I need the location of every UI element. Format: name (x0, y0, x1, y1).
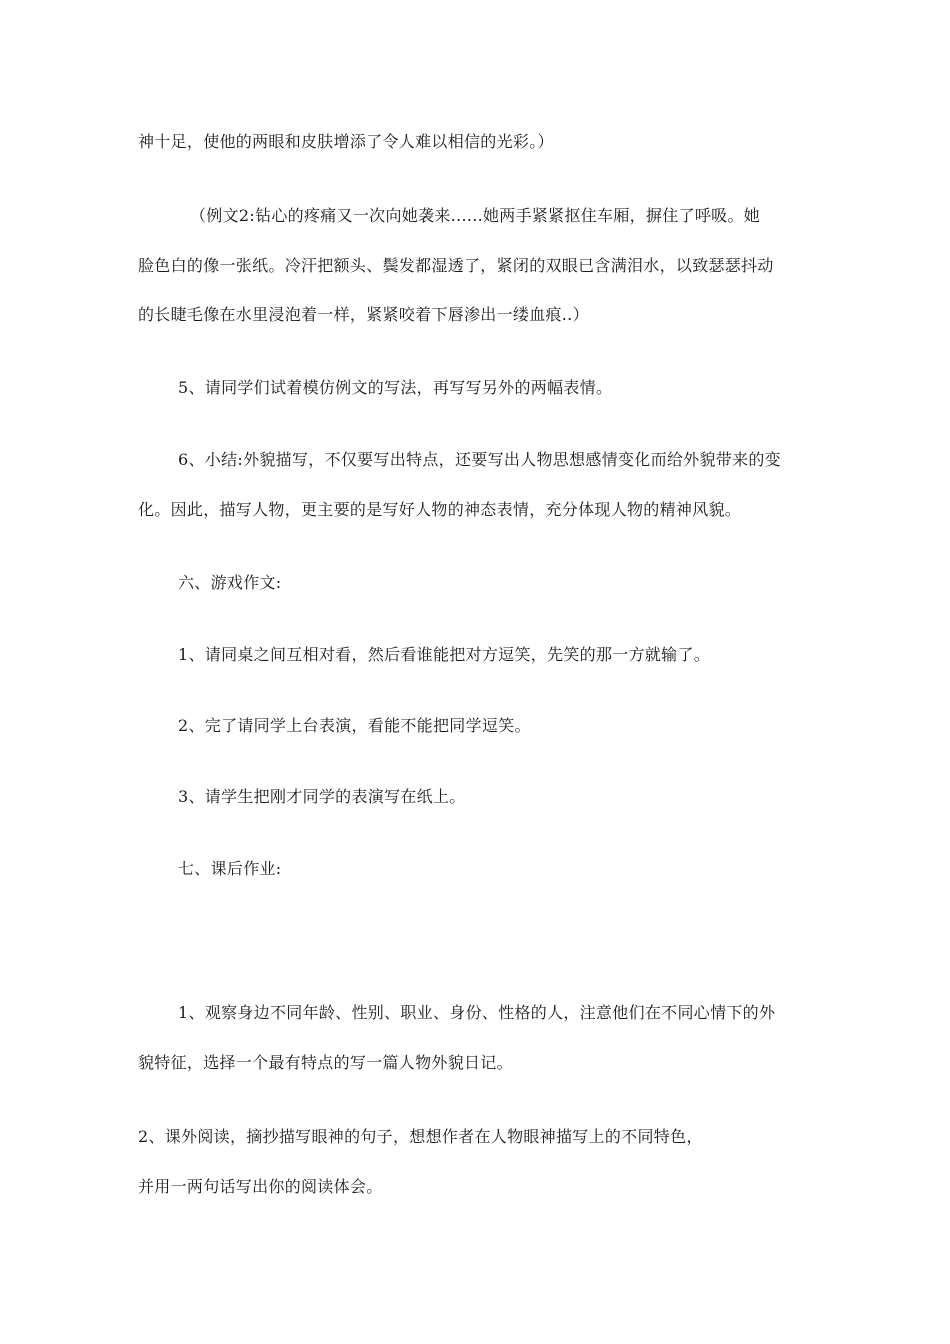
text-line-6: 6、小结:外貌描写，不仅要写出特点，还要写出人物思想感情变化而给外貌带来的变 (178, 450, 781, 469)
text-line-3: 脸色白的像一张纸。冷汗把额头、鬓发都湿透了，紧闭的双眼已含满泪水，以致瑟瑟抖动 (138, 256, 774, 275)
section-heading-6: 六、游戏作文: (178, 573, 282, 592)
text-line-15: 2、课外阅读，摘抄描写眼神的句子，想想作者在人物眼神描写上的不同特色， (138, 1127, 703, 1146)
text-line-16: 并用一两句话写出你的阅读体会。 (138, 1177, 383, 1196)
text-line-1: 神十足，使他的两眼和皮肤增添了令人难以相信的光彩。） (138, 132, 554, 151)
text-line-10: 2、完了请同学上台表演，看能不能把同学逗笑。 (178, 716, 531, 735)
text-line-5: 5、请同学们试着模仿例文的写法，再写写另外的两幅表情。 (178, 378, 613, 397)
text-line-11: 3、请学生把刚才同学的表演写在纸上。 (178, 787, 466, 806)
text-line-13: 1、观察身边不同年龄、性别、职业、身份、性格的人，注意他们在不同心情下的外 (178, 1003, 776, 1022)
text-line-2: （例文2:钻心的疼痛又一次向她袭来......她两手紧紧抠住车厢，摒住了呼吸。她 (190, 206, 761, 225)
text-line-7: 化。因此，描写人物，更主要的是写好人物的神态表情，充分体现人物的精神风貌。 (138, 500, 742, 519)
text-line-9: 1、请同桌之间互相对看，然后看谁能把对方逗笑，先笑的那一方就输了。 (178, 645, 711, 664)
text-line-4: 的长睫毛像在水里浸泡着一样，紧紧咬着下唇渗出一缕血痕..） (138, 305, 589, 324)
section-heading-7: 七、课后作业: (178, 859, 282, 878)
text-line-14: 貌特征，选择一个最有特点的写一篇人物外貌日记。 (138, 1053, 513, 1072)
